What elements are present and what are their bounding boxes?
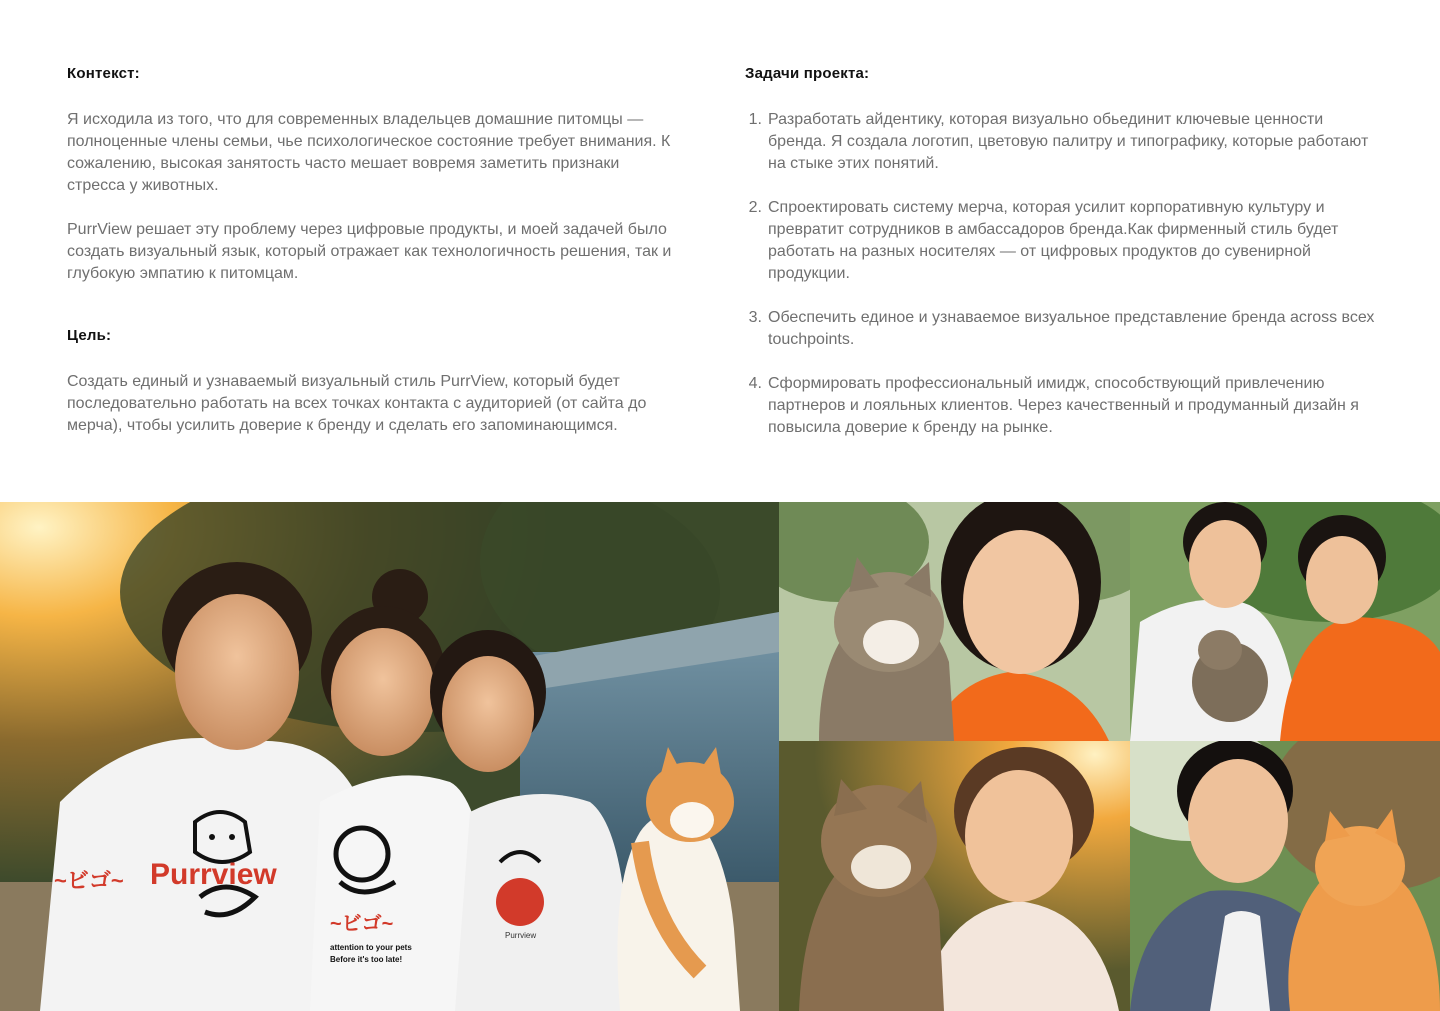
task-number: 1. [748, 111, 762, 128]
right-column [745, 62, 1385, 461]
photo-collage [0, 502, 1440, 1011]
task-item [745, 197, 1385, 285]
task-text: Разработать айдентику, которая визуально обьединит ключевые ценности бренда. Я создала логотип, цветовую палитру и типографику, которые работают на стыке этих понятий. [768, 111, 1369, 172]
man-with-orange-cat-photo [1130, 741, 1440, 1011]
goal-heading: Цель: [67, 327, 112, 344]
tasks-list [745, 109, 1385, 439]
tasks-heading: Задачи проекта: [745, 65, 870, 82]
goal-paragraph: Создать единый и узнаваемый визуальный стиль PurrView, который будет последовательно работать на всех точках контакта с аудиторией (от сайта до мерча), чтобы усилить доверие к бренду и сделать его запоминающимся. [67, 373, 647, 434]
shirt-slogan-line-2: Before it's too late! [330, 955, 403, 964]
task-item [745, 307, 1385, 351]
task-number: 4. [748, 375, 762, 392]
woman-with-cat-sunset-photo [779, 741, 1130, 1011]
shirt-logo-text: Purrview [150, 858, 277, 891]
task-text: Обеспечить единое и узнаваемое визуальное представление бренда across всех touchpoints. [768, 309, 1375, 348]
task-text: Спроектировать систему мерча, которая усилит корпоративную культуру и превратит сотрудников в амбассадоров бренда.Как фирменный стиль будет работать на разных носителях — от цифровых продуктов до сувенирной продукции. [768, 199, 1339, 282]
context-paragraph-2: PurrView решает эту проблему через цифровые продукты, и моей задачей было создать визуальный язык, который отражает как технологичность решения, так и глубокую эмпатию к питомцам. [67, 221, 672, 282]
context-paragraph-1: Я исходила из того, что для современных владельцев домашние питомцы — полноценные члены семьи, чье психологическое состояние требует внимания. К сожалению, высокая занятость часто мешает вовремя заметить признаки стресса у животных. [67, 111, 671, 194]
group-photo-with-cat [0, 502, 779, 1011]
context-heading: Контекст: [67, 65, 140, 82]
left-column [67, 62, 677, 437]
shirt-small-logo-text: Purrview [505, 931, 537, 940]
task-text: Сформировать профессиональный имидж, способствующий привлечению партнеров и лояльных клиентов. Через качественный и продуманный дизайн я повысила доверие к бренду на рынке. [768, 375, 1359, 436]
shirt-kana-text: ~ビゴ~ [330, 913, 394, 935]
shirt-sleeve-text: ~ビゴ~ [54, 868, 124, 893]
woman-with-tabby-cat-photo [779, 502, 1130, 741]
shirt-slogan-line-1: attention to your pets [330, 943, 412, 952]
task-item [745, 109, 1385, 175]
task-item [745, 373, 1385, 439]
task-number: 2. [748, 199, 762, 216]
two-men-with-cat-photo [1130, 502, 1440, 741]
task-number: 3. [748, 309, 762, 326]
